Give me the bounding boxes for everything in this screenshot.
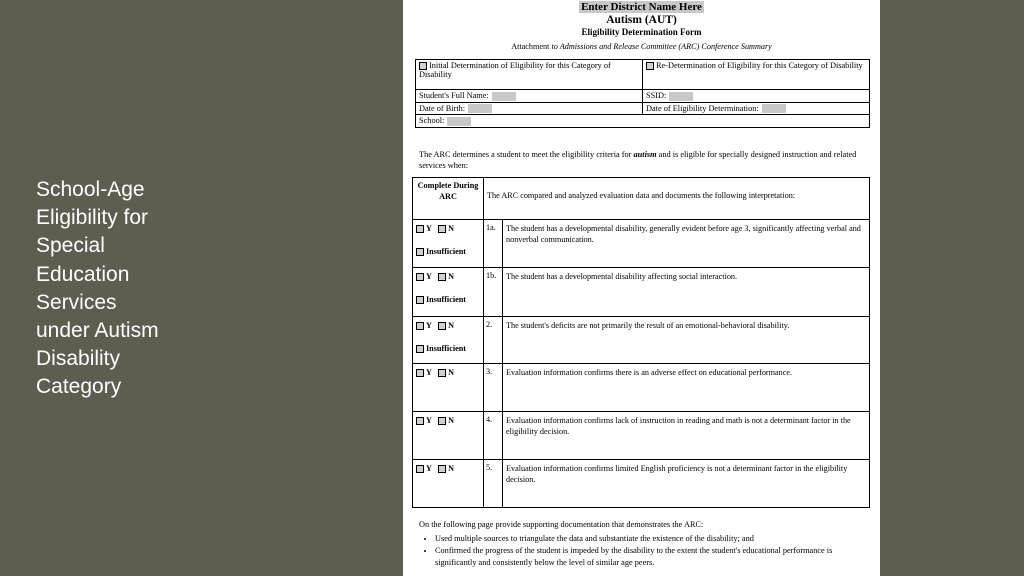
no-label: N xyxy=(448,321,454,330)
yes-checkbox[interactable] xyxy=(416,273,424,281)
slide-title-line: Services xyxy=(36,290,117,314)
slide-title-line: Special xyxy=(36,234,105,258)
re-determination-checkbox[interactable] xyxy=(646,62,654,70)
yes-label: Y xyxy=(426,224,432,233)
criterion-number: 1a. xyxy=(484,220,503,268)
no-checkbox[interactable] xyxy=(438,225,446,233)
no-checkbox[interactable] xyxy=(438,369,446,377)
criterion-row xyxy=(413,364,870,412)
form-name: Eligibility Determination Form xyxy=(581,27,702,37)
initial-determination-label: Initial Determination of Eligibility for this Category of Disability xyxy=(419,61,611,80)
student-info-table xyxy=(415,59,870,128)
no-label: N xyxy=(448,416,454,425)
footer-bullet: • Used multiple sources to triangulate the data and substantiate the existence of the disability; and xyxy=(435,533,871,545)
form-title: Autism (AUT) xyxy=(606,14,677,26)
attachment-prefix: Attachment xyxy=(511,42,552,51)
dob-label: Date of Birth: xyxy=(419,103,466,113)
yes-label: Y xyxy=(426,464,432,473)
criterion-number: 5. xyxy=(484,460,503,508)
yes-label: Y xyxy=(426,272,432,281)
arc-suffix: and is eligible for specially designed instruction and related services when: xyxy=(419,150,857,170)
doed-label: Date of Eligibility Determination: xyxy=(646,103,759,113)
criterion-response-cell xyxy=(413,412,484,460)
slide-title-line: Category xyxy=(36,375,122,399)
slide-title-line: School-Age xyxy=(36,178,145,201)
yes-label: Y xyxy=(426,368,432,377)
criterion-row xyxy=(413,412,870,460)
criterion-text: Evaluation information confirms there is an adverse effect on educational performance. xyxy=(503,364,870,412)
criterion-row xyxy=(413,460,870,508)
slide-title-line: Disability xyxy=(36,347,121,371)
attachment-italic: to Admissions and Release Committee (ARC) Conference Summary xyxy=(551,42,772,51)
student-name-cell xyxy=(416,90,643,103)
criterion-number: 4. xyxy=(484,412,503,460)
re-determination-cell xyxy=(643,60,870,90)
yes-checkbox[interactable] xyxy=(416,369,424,377)
criterion-row xyxy=(413,220,870,268)
initial-determination-cell xyxy=(416,60,643,90)
no-label: N xyxy=(448,464,454,473)
no-label: N xyxy=(448,272,454,281)
arc-emphasis: autism xyxy=(633,150,657,159)
insufficient-checkbox[interactable] xyxy=(416,345,424,353)
ssid-label: SSID: xyxy=(646,91,667,100)
criterion-response-cell xyxy=(413,268,484,317)
yes-checkbox[interactable] xyxy=(416,465,424,473)
criterion-number: 1b. xyxy=(484,268,503,317)
slide-title-line: Education xyxy=(36,262,130,286)
criterion-row xyxy=(413,268,870,317)
no-label: N xyxy=(448,224,454,233)
insufficient-label: Insufficient xyxy=(426,295,467,304)
criterion-response-cell xyxy=(413,220,484,268)
criterion-response-cell xyxy=(413,460,484,508)
criterion-text: Evaluation information confirms lack of instruction in reading and math is not a determinant factor in the eligibility decision. xyxy=(503,412,870,460)
criteria-table xyxy=(412,177,870,508)
supporting-documentation xyxy=(419,519,871,569)
yes-checkbox[interactable] xyxy=(416,417,424,425)
insufficient-checkbox[interactable] xyxy=(416,296,424,304)
attachment-note xyxy=(403,42,880,51)
insufficient-checkbox[interactable] xyxy=(416,248,424,256)
slide-title xyxy=(36,176,206,402)
yes-label: Y xyxy=(426,416,432,425)
doed-field[interactable] xyxy=(762,104,786,113)
no-checkbox[interactable] xyxy=(438,465,446,473)
no-label: N xyxy=(448,368,454,377)
criterion-row xyxy=(413,317,870,364)
doed-cell xyxy=(643,102,870,115)
yes-checkbox[interactable] xyxy=(416,225,424,233)
criterion-text: The student's deficits are not primarily the result of an emotional-behavioral disability. xyxy=(503,317,870,364)
insufficient-label: Insufficient xyxy=(426,344,467,353)
district-name-text[interactable]: Enter District Name Here xyxy=(581,1,702,13)
yes-checkbox[interactable] xyxy=(416,322,424,330)
school-cell xyxy=(416,115,870,128)
no-checkbox[interactable] xyxy=(438,417,446,425)
footer-intro: On the following page provide supporting documentation that demonstrates the ARC: xyxy=(419,520,704,529)
ssid-field[interactable] xyxy=(669,92,693,101)
criterion-number: 2. xyxy=(484,317,503,364)
criterion-number: 3. xyxy=(484,364,503,412)
compare-header: The ARC compared and analyzed evaluation data and documents the following interpretation: xyxy=(484,178,870,220)
no-checkbox[interactable] xyxy=(438,322,446,330)
criterion-response-cell xyxy=(413,317,484,364)
slide-title-line: under Autism xyxy=(36,319,159,343)
student-name-field[interactable] xyxy=(492,92,516,101)
insufficient-label: Insufficient xyxy=(426,247,467,256)
district-name xyxy=(403,1,880,13)
footer-bullet: • Confirmed the progress of the student is impeded by the disability to the extent the student's educational performance is significantly and consistently below the level of similar age peers. xyxy=(435,545,871,568)
arc-prefix: The ARC determines a student to meet the eligibility criteria for xyxy=(419,150,634,159)
arc-criteria-intro xyxy=(419,149,869,171)
school-label: School: xyxy=(419,116,445,126)
slide-title-line: Eligibility for xyxy=(36,206,149,230)
re-determination-label: Re-Determination of Eligibility for this Category of Disability xyxy=(656,61,863,70)
footer-bullet-list xyxy=(419,533,871,569)
criterion-text: The student has a developmental disability, generally evident before age 3, significantly affecting verbal and nonverbal communication. xyxy=(503,220,870,268)
school-field[interactable] xyxy=(447,117,471,126)
dob-field[interactable] xyxy=(468,104,492,113)
criterion-text: Evaluation information confirms limited English proficiency is not a determinant factor in the eligibility decision. xyxy=(503,460,870,508)
criterion-text: The student has a developmental disability affecting social interaction. xyxy=(503,268,870,317)
criterion-response-cell xyxy=(413,364,484,412)
form-page xyxy=(403,0,880,576)
ssid-cell xyxy=(643,90,870,103)
student-name-label: Student's Full Name: xyxy=(419,91,489,100)
initial-determination-checkbox[interactable] xyxy=(419,62,427,70)
yes-label: Y xyxy=(426,321,432,330)
complete-during-arc-header: Complete During ARC xyxy=(413,178,484,220)
dob-cell xyxy=(416,102,643,115)
no-checkbox[interactable] xyxy=(438,273,446,281)
